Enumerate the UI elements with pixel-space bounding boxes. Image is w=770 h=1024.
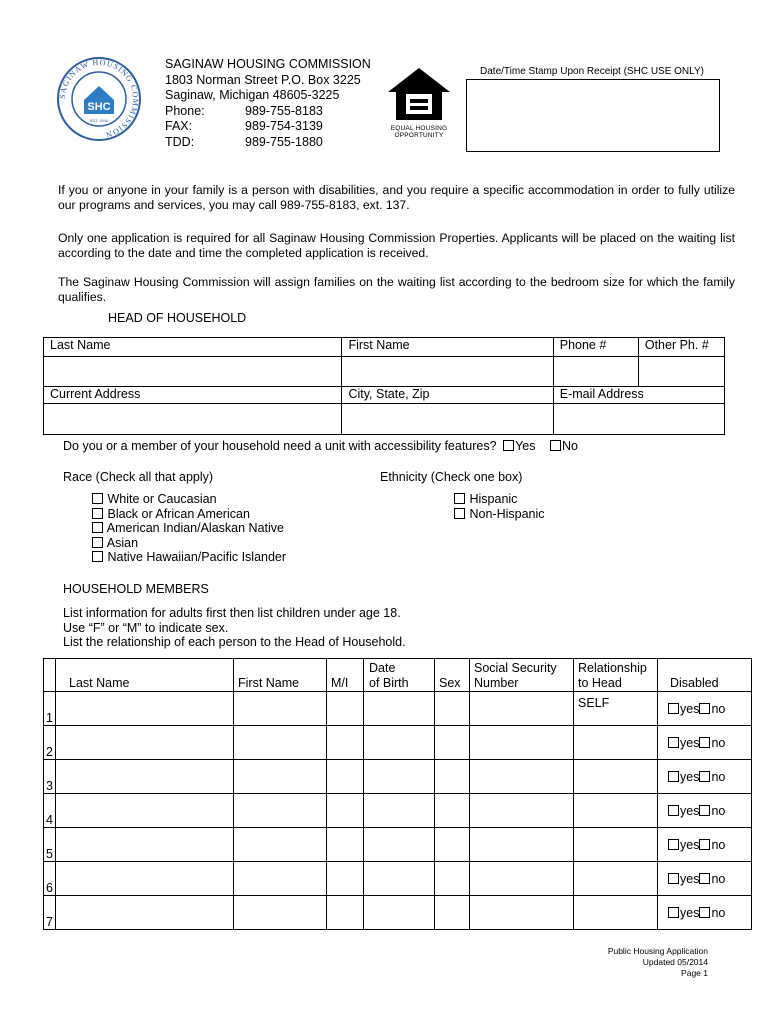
row-number: 1 [44, 692, 56, 726]
fax-value: 989-754-3139 [245, 119, 323, 133]
member-mi-field[interactable] [327, 794, 364, 828]
race-native-american-label: American Indian/Alaskan Native [106, 521, 284, 536]
member-mi-field[interactable] [327, 726, 364, 760]
member-sex-field[interactable] [435, 896, 470, 930]
table-row [44, 862, 752, 896]
member-relationship-field[interactable] [574, 828, 658, 862]
member-sex-field[interactable] [435, 760, 470, 794]
eho-line-2: OPPORTUNITY [394, 132, 444, 139]
shc-seal-logo [56, 56, 142, 142]
table-row [44, 828, 752, 862]
member-disabled-cell [658, 726, 752, 760]
member-ssn-field[interactable] [470, 828, 574, 862]
member-dob-field[interactable] [364, 692, 435, 726]
table-row [44, 760, 752, 794]
disabled-no-label: no [711, 701, 726, 716]
disabled-yes-checkbox[interactable] [668, 805, 679, 816]
accessibility-no-label: No [561, 439, 578, 453]
col-relationship-header [574, 659, 658, 692]
member-dob-field[interactable] [364, 794, 435, 828]
seal-est: EST. 1946 [89, 118, 109, 123]
member-first-name-field[interactable] [234, 862, 327, 896]
accommodation-paragraph: If you or anyone in your family is a person with disabilities, and you require a specific accommodation in order to fully utilize our programs and services, you may call 989-755-8183, ext. 137. [58, 183, 735, 212]
col-ssn-line-1: Social Security [474, 661, 557, 675]
ethnicity-hispanic-checkbox[interactable] [454, 493, 465, 504]
race-white-label: White or Caucasian [107, 492, 217, 506]
member-ssn-field[interactable] [470, 862, 574, 896]
member-first-name-field[interactable] [234, 828, 327, 862]
member-disabled-cell [658, 896, 752, 930]
race-title: Race (Check all that apply) [63, 470, 214, 484]
col-rel-line-2: to Head [578, 676, 622, 690]
hoh-title: HEAD OF HOUSEHOLD [108, 311, 247, 325]
instruction-1: List information for adults first then list children under age 18. [63, 606, 401, 620]
accessibility-question-row [63, 439, 578, 453]
member-relationship-field[interactable] [574, 794, 658, 828]
row-number: 6 [44, 862, 56, 896]
disabled-no-checkbox[interactable] [699, 737, 710, 748]
footer-line-2: Updated 05/2014 [642, 957, 708, 967]
instruction-2: Use “F” or “M” to indicate sex. [63, 620, 229, 635]
hoh-email-field[interactable] [553, 404, 724, 435]
col-dob-header [364, 659, 435, 692]
fax-label: FAX: [165, 119, 193, 133]
member-last-name-field[interactable] [56, 896, 234, 930]
member-disabled-cell [658, 862, 752, 896]
member-disabled-cell [658, 828, 752, 862]
disabled-yes-label: yes [680, 735, 700, 750]
accessibility-yes-label: Yes [515, 439, 536, 453]
member-relationship-field[interactable]: SELF [574, 692, 658, 726]
col-mi-header: M/I [327, 659, 364, 692]
table-row [44, 794, 752, 828]
member-relationship-field[interactable] [574, 726, 658, 760]
member-ssn-field[interactable] [470, 896, 574, 930]
disabled-no-label: no [711, 769, 726, 784]
tdd-value: 989-755-1880 [245, 134, 323, 149]
member-disabled-cell [658, 794, 752, 828]
application-paragraph: Only one application is required for all Saginaw Housing Commission Properties. Applicants will be placed on the waiting list according to the date and time the completed application is received. [58, 231, 735, 260]
member-dob-field[interactable] [364, 828, 435, 862]
race-white-checkbox[interactable] [92, 493, 103, 504]
member-mi-field[interactable] [327, 828, 364, 862]
disabled-yes-label: yes [680, 905, 700, 920]
org-address-2: Saginaw, Michigan 48605-3225 [165, 88, 340, 102]
member-sex-field[interactable] [435, 726, 470, 760]
member-first-name-field[interactable] [234, 760, 327, 794]
race-pacific-islander-checkbox[interactable] [92, 551, 103, 562]
member-mi-field[interactable] [327, 862, 364, 896]
member-dob-field[interactable] [364, 896, 435, 930]
disabled-yes-checkbox[interactable] [668, 737, 679, 748]
member-dob-field[interactable] [364, 862, 435, 896]
org-name: SAGINAW HOUSING COMMISSION [165, 57, 371, 71]
member-ssn-field[interactable] [470, 760, 574, 794]
ethnicity-hispanic-label: Hispanic [469, 492, 518, 506]
member-relationship-field[interactable] [574, 862, 658, 896]
disabled-yes-checkbox[interactable] [668, 703, 679, 714]
equal-housing-icon [386, 66, 452, 122]
disabled-yes-label: yes [680, 769, 700, 784]
disabled-yes-label: yes [680, 837, 700, 852]
disabled-no-label: no [711, 735, 726, 750]
ethnicity-non-hispanic-checkbox[interactable] [454, 508, 465, 519]
race-asian-label: Asian [106, 535, 139, 550]
member-sex-field[interactable] [435, 862, 470, 896]
col-sex-header: Sex [435, 659, 470, 692]
hoh-first-name-field[interactable] [342, 357, 553, 387]
row-number: 7 [44, 896, 56, 930]
org-address-1: 1803 Norman Street P.O. Box 3225 [165, 72, 361, 87]
tdd-label: TDD: [165, 134, 195, 149]
member-last-name-field[interactable] [56, 828, 234, 862]
member-sex-field[interactable] [435, 828, 470, 862]
member-last-name-field[interactable] [56, 692, 234, 726]
member-last-name-field[interactable] [56, 794, 234, 828]
col-first-name-header: First Name [234, 659, 327, 692]
member-disabled-cell [658, 692, 752, 726]
equal-housing-logo [386, 66, 452, 139]
member-last-name-field[interactable] [56, 862, 234, 896]
member-ssn-field[interactable] [470, 794, 574, 828]
accessibility-yes-checkbox[interactable] [503, 440, 514, 451]
member-relationship-field[interactable] [574, 896, 658, 930]
race-native-american-checkbox[interactable] [92, 522, 103, 533]
ethnicity-non-hispanic-label: Non-Hispanic [469, 506, 545, 521]
disabled-no-label: no [711, 803, 726, 818]
member-sex-field[interactable] [435, 692, 470, 726]
row-number: 4 [44, 794, 56, 828]
col-num-header [44, 659, 56, 692]
footer-line-3: Page 1 [681, 968, 708, 978]
member-mi-field[interactable] [327, 692, 364, 726]
hoh-first-name-label: First Name [342, 338, 553, 357]
disabled-yes-checkbox[interactable] [668, 907, 679, 918]
disabled-no-checkbox[interactable] [699, 703, 710, 714]
ethnicity-options [454, 492, 545, 521]
member-ssn-field[interactable] [470, 692, 574, 726]
phone-value: 989-755-8183 [245, 103, 323, 118]
disabled-yes-label: yes [680, 803, 700, 818]
member-first-name-field[interactable] [234, 692, 327, 726]
hoh-phone-field[interactable] [553, 357, 638, 387]
row-number: 2 [44, 726, 56, 760]
col-ssn-header [470, 659, 574, 692]
accessibility-question: Do you or a member of your household need a unit with accessibility features? [63, 439, 497, 453]
seal-ring-text: SAGINAW HOUSING COMMISSION [57, 57, 141, 140]
household-title: HOUSEHOLD MEMBERS [63, 582, 209, 596]
hoh-address-label: Current Address [44, 387, 342, 404]
disabled-no-checkbox[interactable] [699, 771, 710, 782]
member-last-name-field[interactable] [56, 760, 234, 794]
phone-label: Phone: [165, 103, 205, 118]
hoh-other-phone-label: Other Ph. # [638, 338, 724, 357]
member-first-name-field[interactable] [234, 896, 327, 930]
disabled-no-checkbox[interactable] [699, 873, 710, 884]
race-pacific-islander-label: Native Hawaiian/Pacific Islander [107, 550, 287, 565]
hoh-phone-label: Phone # [553, 338, 638, 357]
member-last-name-field[interactable] [56, 726, 234, 760]
race-options [92, 492, 286, 565]
member-mi-field[interactable] [327, 896, 364, 930]
seal-initials: SHC [87, 101, 111, 113]
member-ssn-field[interactable] [470, 726, 574, 760]
race-black-checkbox[interactable] [92, 508, 103, 519]
table-row [44, 896, 752, 930]
col-ssn-line-2: Number [474, 676, 519, 690]
col-dob-line-1: Date [369, 661, 396, 675]
disabled-no-label: no [711, 837, 726, 852]
disabled-no-checkbox[interactable] [699, 907, 710, 918]
disabled-no-checkbox[interactable] [699, 805, 710, 816]
hoh-email-label: E-mail Address [553, 387, 724, 404]
disabled-yes-checkbox[interactable] [668, 771, 679, 782]
row-number: 3 [44, 760, 56, 794]
col-disabled-header: Disabled [658, 659, 752, 692]
stamp-box [466, 79, 720, 152]
disabled-yes-checkbox[interactable] [668, 839, 679, 850]
member-dob-field[interactable] [364, 726, 435, 760]
hoh-last-name-label: Last Name [44, 338, 342, 357]
disabled-yes-checkbox[interactable] [668, 873, 679, 884]
disabled-no-label: no [711, 871, 726, 886]
member-mi-field[interactable] [327, 760, 364, 794]
household-instructions [63, 606, 406, 650]
table-row [44, 726, 752, 760]
disabled-no-checkbox[interactable] [699, 839, 710, 850]
col-rel-line-1: Relationship [578, 661, 647, 675]
race-black-label: Black or African American [107, 506, 250, 521]
hoh-address-field[interactable] [44, 404, 342, 435]
footer-line-1: Public Housing Application [607, 946, 708, 956]
ethnicity-title: Ethnicity (Check one box) [380, 470, 523, 484]
household-table [43, 658, 752, 930]
hoh-city-label: City, State, Zip [342, 387, 553, 404]
member-dob-field[interactable] [364, 760, 435, 794]
eho-line-1: EQUAL HOUSING [390, 125, 448, 132]
bedroom-paragraph: The Saginaw Housing Commission will assign families on the waiting list according to the bedroom size for which the family qualifies. [58, 275, 735, 304]
disabled-yes-label: yes [680, 701, 700, 716]
member-first-name-field[interactable] [234, 726, 327, 760]
col-last-name-header: Last Name [56, 659, 234, 692]
member-sex-field[interactable] [435, 794, 470, 828]
hoh-city-field[interactable] [342, 404, 553, 435]
member-disabled-cell [658, 760, 752, 794]
hoh-other-phone-field[interactable] [638, 357, 724, 387]
household-rows [44, 692, 752, 930]
disabled-no-label: no [711, 905, 726, 920]
instruction-3: List the relationship of each person to the Head of Household. [63, 635, 406, 650]
disabled-yes-label: yes [680, 871, 700, 886]
member-relationship-field[interactable] [574, 760, 658, 794]
org-header [165, 57, 371, 150]
hoh-table [43, 337, 725, 435]
race-asian-checkbox[interactable] [92, 537, 103, 548]
col-dob-line-2: of Birth [369, 676, 409, 690]
footer [560, 946, 708, 979]
row-number: 5 [44, 828, 56, 862]
stamp-label: Date/Time Stamp Upon Receipt (SHC USE ONLY) [480, 66, 704, 77]
accessibility-no-checkbox[interactable] [550, 440, 561, 451]
member-first-name-field[interactable] [234, 794, 327, 828]
hoh-last-name-field[interactable] [44, 357, 342, 387]
table-row [44, 692, 752, 726]
